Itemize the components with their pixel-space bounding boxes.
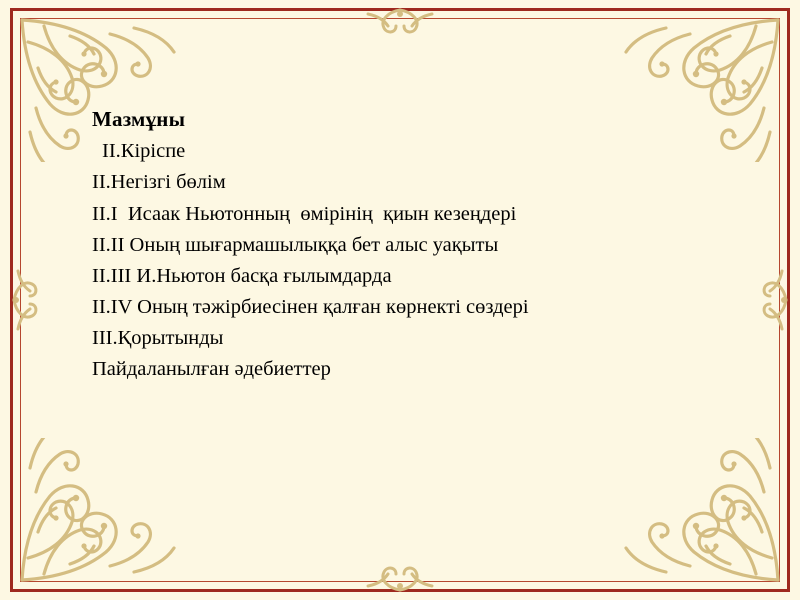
table-of-contents: [92, 136, 732, 385]
list-item: III.Қорытынды: [92, 327, 224, 350]
list-item: II.IV Оның тәжірбиесінен қалған көрнекті сөздері: [92, 296, 529, 319]
list-item: II.Кіріспе: [102, 140, 186, 163]
slide-content: [92, 106, 732, 386]
list-item: Пайдаланылған әдебиеттер: [92, 358, 331, 381]
list-item: II.III И.Ньютон басқа ғылымдарда: [92, 264, 392, 287]
list-item: II.I Исаак Ньютонның өмірінің қиын кезеңдері: [92, 202, 517, 225]
page-title: Мазмұны: [92, 107, 186, 131]
list-item: II.II Оның шығармашылыққа бет алыс уақыты: [92, 233, 499, 256]
list-item: II.Негізгі бөлім: [92, 171, 226, 194]
